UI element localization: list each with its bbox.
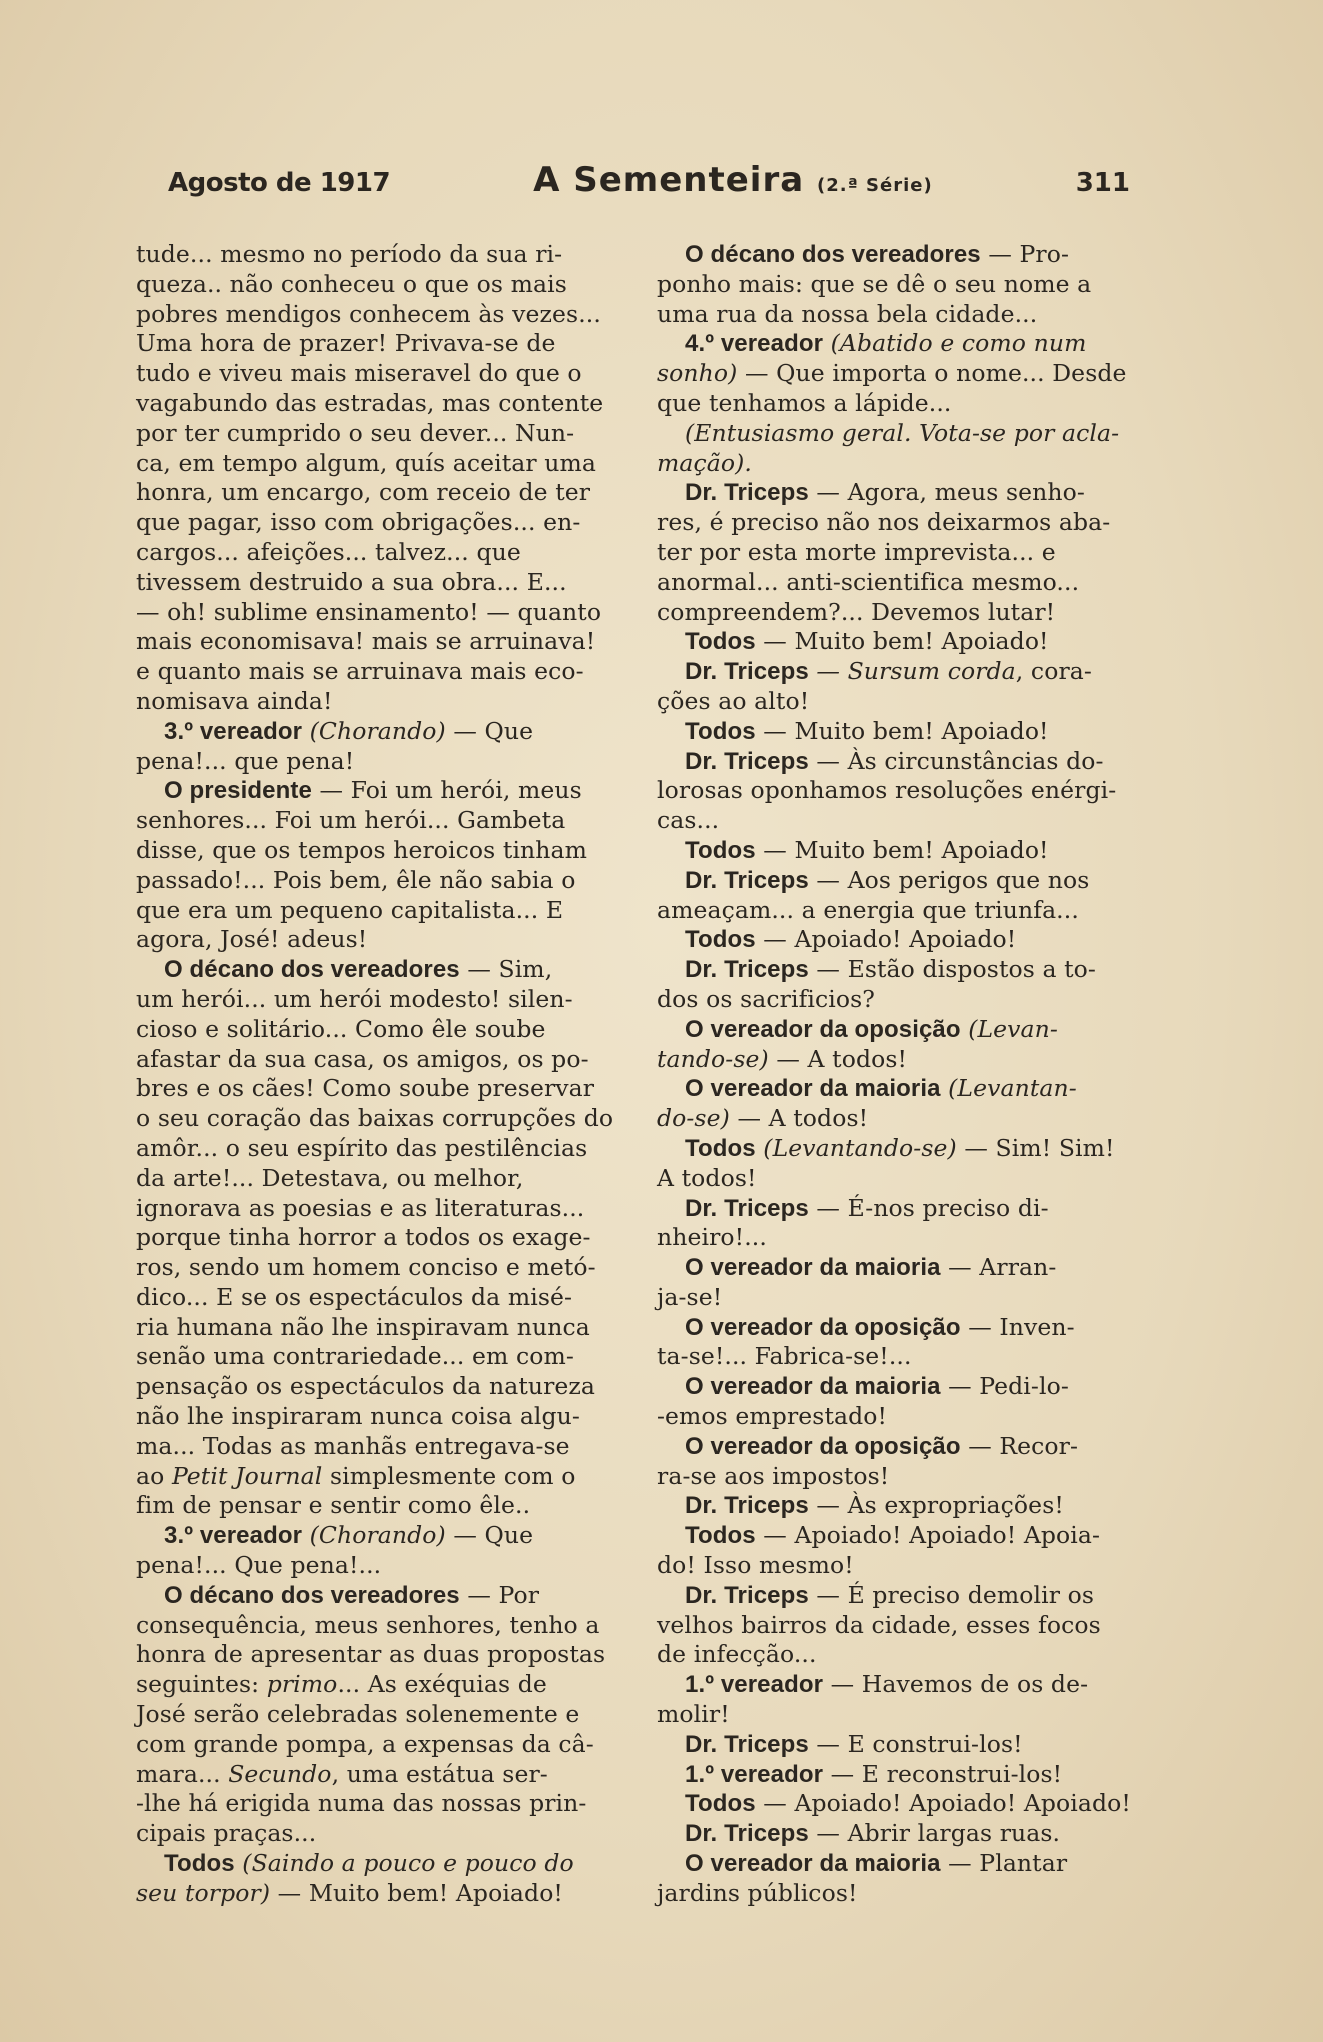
line-text: pensação os espectáculos da natureza: [136, 1372, 596, 1401]
line-text: pobres mendigos conhecem às vezes...: [136, 299, 601, 328]
line-text: — Pro-: [980, 240, 1070, 268]
text-line: [136, 925, 614, 955]
speaker-name: Todos: [685, 1134, 756, 1162]
speaker-name: Dr. Triceps: [685, 1820, 809, 1848]
speaker-name: O presidente: [164, 777, 312, 805]
line-text: — Às expropriações!: [808, 1491, 1064, 1520]
text-line: [657, 568, 1135, 598]
line-text: — Agora, meus senho-: [808, 478, 1085, 507]
speaker-name: 1.º vereador: [685, 1760, 824, 1788]
speaker-name: 3.º vereador: [164, 717, 303, 745]
line-text: dico... E se os espectáculos da misé-: [136, 1282, 573, 1311]
right-column: [657, 240, 1135, 1909]
line-text: senão uma contrariedade... em com-: [136, 1342, 574, 1371]
line-text: da arte!... Detestava, ou melhor,: [136, 1163, 524, 1192]
line-text: mara...: [136, 1759, 229, 1788]
line-text: honra, um encargo, com receio de ter: [136, 478, 591, 507]
text-line: [657, 449, 1135, 479]
text-line: [657, 1551, 1135, 1581]
text-line: [657, 1670, 1135, 1700]
text-line: [136, 687, 614, 717]
line-text: — É preciso demolir os: [808, 1580, 1095, 1609]
line-text: molir!: [657, 1700, 730, 1729]
text-line: [657, 300, 1135, 330]
text-line: [657, 1760, 1135, 1790]
text-line: [657, 925, 1135, 955]
line-text: disse, que os tempos heroicos tinham: [136, 835, 588, 864]
text-line: [136, 598, 614, 628]
line-text: — E construi-los!: [808, 1729, 1023, 1758]
line-text: cioso e solitário... Como êle soube: [136, 1014, 546, 1043]
stage-direction: (Levan-: [968, 1014, 1058, 1043]
line-text: afastar da sua casa, os amigos, os po-: [136, 1044, 589, 1073]
line-text: amôr... o seu espírito das pestilências: [136, 1133, 588, 1162]
line-text: — É-nos preciso di-: [808, 1193, 1049, 1222]
header-date: Agosto de 1917: [168, 168, 391, 198]
text-line: [136, 1283, 614, 1313]
line-text: ao: [136, 1461, 172, 1490]
text-line: [657, 1819, 1135, 1849]
text-line: [657, 1134, 1135, 1164]
space: [302, 1521, 310, 1549]
speaker-name: Dr. Triceps: [685, 658, 809, 686]
text-line: [136, 776, 614, 806]
text-line: [657, 359, 1135, 389]
text-line: [136, 1491, 614, 1521]
line-text: Uma hora de prazer! Privava-se de: [136, 329, 556, 358]
text-line: [136, 1551, 614, 1581]
text-line: [657, 1879, 1135, 1909]
line-text: -emos emprestado!: [657, 1402, 888, 1431]
text-line: [657, 1253, 1135, 1283]
text-line: [657, 1015, 1135, 1045]
line-text: — Abrir largas ruas.: [808, 1819, 1061, 1848]
speaker-name: Todos: [685, 836, 756, 864]
line-text: res, é preciso não nos deixarmos aba-: [657, 508, 1111, 537]
line-text: queza.. não conheceu o que os mais: [136, 269, 567, 298]
text-line: [657, 478, 1135, 508]
stage-direction: (Levantando-se): [763, 1133, 957, 1162]
line-text: ponho mais: que se dê o seu nome a: [657, 269, 1092, 298]
speaker-name: O vereador da maioria: [685, 1075, 941, 1103]
line-text: , cora-: [1015, 657, 1092, 686]
speaker-name: Dr. Triceps: [685, 479, 809, 507]
line-text: bres e os cães! Como soube preservar: [136, 1074, 595, 1103]
stage-direction: Petit Journal: [171, 1461, 323, 1490]
text-line: [657, 1789, 1135, 1819]
text-line: [136, 1789, 614, 1819]
line-text: — Estão dispostos a to-: [808, 955, 1096, 984]
line-text: do! Isso mesmo!: [657, 1551, 854, 1580]
speaker-name: O vereador da maioria: [685, 1254, 941, 1282]
line-text: cas...: [657, 806, 720, 835]
text-line: [136, 1819, 614, 1849]
text-line: [136, 1760, 614, 1790]
line-text: ter por esta morte imprevista... e: [657, 537, 1056, 566]
line-text: — Foi um herói, meus: [311, 776, 582, 805]
space: [302, 717, 310, 745]
line-text: ... As exéquias de: [337, 1670, 547, 1699]
header-title: [533, 160, 933, 200]
line-text: — Sim,: [459, 955, 553, 984]
line-text: com grande pompa, a expensas da câ-: [136, 1729, 594, 1758]
text-line: [657, 389, 1135, 419]
line-text: ros, sendo um homem conciso e metó-: [136, 1253, 596, 1282]
stage-direction: do-se): [657, 1104, 730, 1133]
journal-series: (2.ª Série): [817, 175, 933, 196]
text-line: [136, 985, 614, 1015]
line-text: tude... mesmo no período da sua ri-: [136, 240, 563, 268]
text-line: [136, 478, 614, 508]
text-line: [657, 717, 1135, 747]
text-line: [657, 1462, 1135, 1492]
line-text: — Recor-: [960, 1431, 1079, 1460]
line-text: , uma estátua ser-: [331, 1759, 548, 1788]
text-line: [136, 955, 614, 985]
text-line: [657, 1730, 1135, 1760]
text-line: [657, 627, 1135, 657]
speaker-name: Dr. Triceps: [685, 1730, 809, 1758]
line-text: — Muito bem! Apoiado!: [755, 716, 1049, 745]
line-text: ameaçam... a energia que triunfa...: [657, 895, 1079, 924]
speaker-name: Todos: [164, 1850, 235, 1878]
line-text: uma rua da nossa bela cidade...: [657, 299, 1038, 328]
space: [941, 1074, 949, 1102]
text-line: [657, 806, 1135, 836]
line-text: — Muito bem! Apoiado!: [755, 835, 1049, 864]
stage-direction: Secundo: [228, 1759, 332, 1788]
line-text: -lhe há erigida numa das nossas prin-: [136, 1789, 587, 1818]
stage-direction: tando-se): [657, 1044, 769, 1073]
line-text: ma... Todas as manhãs entregava-se: [136, 1431, 570, 1460]
text-line: [136, 1134, 614, 1164]
text-line: [657, 1581, 1135, 1611]
line-text: — Apoiado! Apoiado! Apoiado!: [755, 1789, 1131, 1818]
stage-direction: sonho): [657, 359, 738, 388]
text-line: [136, 1432, 614, 1462]
text-line: [657, 270, 1135, 300]
text-line: [136, 1581, 614, 1611]
line-text: que era um pequeno capitalista... E: [136, 895, 564, 924]
line-text: — Arran-: [940, 1253, 1057, 1282]
line-text: nomisava ainda!: [136, 686, 333, 715]
line-text: ignorava as poesias e as literaturas...: [136, 1193, 585, 1222]
speaker-name: 1.º vereador: [685, 1671, 824, 1699]
stage-direction: — Sursum corda: [808, 657, 1016, 686]
line-text: velhos bairros da cidade, esses focos: [657, 1610, 1101, 1639]
line-text: pena!... Que pena!...: [136, 1551, 382, 1580]
line-text: lorosas oponhamos resoluções enérgi-: [657, 776, 1117, 805]
text-line: [657, 866, 1135, 896]
text-line: [657, 955, 1135, 985]
line-text: — Que importa o nome... Desde: [737, 359, 1127, 388]
text-line: [657, 329, 1135, 359]
text-line: [136, 627, 614, 657]
text-line: [136, 1223, 614, 1253]
stage-direction: (Chorando): [309, 1521, 446, 1550]
text-line: [657, 1700, 1135, 1730]
text-line: [657, 1342, 1135, 1372]
line-text: dos os sacrificios?: [657, 984, 875, 1013]
line-text: ra-se aos impostos!: [657, 1461, 890, 1490]
line-text: honra de apresentar as duas propostas: [136, 1640, 606, 1669]
text-line: [136, 1670, 614, 1700]
line-text: que pagar, isso com obrigações... en-: [136, 508, 581, 537]
speaker-name: O vereador da oposição: [685, 1313, 961, 1341]
line-text: simplesmente com o: [322, 1461, 576, 1490]
stage-direction: (Abatido e como num: [830, 329, 1087, 358]
text-line: [657, 1223, 1135, 1253]
text-line: [657, 747, 1135, 777]
line-text: — Que: [445, 716, 534, 745]
text-line: [136, 1313, 614, 1343]
stage-direction: primo: [266, 1670, 338, 1699]
line-text: — Muito bem! Apoiado!: [270, 1878, 563, 1907]
text-line: [657, 776, 1135, 806]
text-line: [136, 1164, 614, 1194]
text-line: [136, 1194, 614, 1224]
text-line: [136, 1462, 614, 1492]
line-text: nheiro!...: [657, 1223, 767, 1252]
line-text: mais economisava! mais se arruinava!: [136, 627, 596, 656]
text-line: [136, 1342, 614, 1372]
text-line: [136, 419, 614, 449]
speaker-name: Dr. Triceps: [685, 1581, 809, 1609]
line-text: o seu coração das baixas corrupções do: [136, 1104, 614, 1133]
line-text: pena!... que pena!: [136, 746, 355, 775]
line-text: não lhe inspiraram nunca coisa algu-: [136, 1402, 580, 1431]
text-line: [657, 1283, 1135, 1313]
line-text: — A todos!: [768, 1044, 908, 1073]
line-text: — Apoiado! Apoiado! Apoia-: [755, 1521, 1101, 1550]
speaker-name: Dr. Triceps: [685, 1492, 809, 1520]
line-text: que tenhamos a lápide...: [657, 388, 952, 417]
text-line: [657, 1640, 1135, 1670]
text-line: [657, 1074, 1135, 1104]
speaker-name: O vereador da oposição: [685, 1015, 961, 1043]
line-text: tudo e viveu mais miseravel do que o: [136, 359, 582, 388]
text-line: [657, 1104, 1135, 1134]
text-line: [136, 449, 614, 479]
line-text: — Por: [459, 1580, 540, 1609]
text-line: [136, 1879, 614, 1909]
line-text: — A todos!: [729, 1104, 869, 1133]
text-line: [657, 1521, 1135, 1551]
speaker-name: O vereador da oposição: [685, 1432, 961, 1460]
line-text: vagabundo das estradas, mas contente: [136, 388, 604, 417]
line-text: — Pedi-lo-: [940, 1372, 1069, 1401]
line-text: ja-se!: [657, 1282, 723, 1311]
text-line: [657, 1849, 1135, 1879]
line-text: por ter cumprido o seu dever... Nun-: [136, 418, 575, 447]
speaker-name: 4.º vereador: [685, 330, 824, 358]
text-line: [657, 1164, 1135, 1194]
line-text: José serão celebradas solenemente e: [136, 1700, 580, 1729]
line-text: seguintes:: [136, 1670, 267, 1699]
stage-direction: (Levantan-: [948, 1074, 1077, 1103]
text-line: [657, 1402, 1135, 1432]
line-text: — Apoiado! Apoiado!: [755, 925, 1017, 954]
line-text: anormal... anti-scientifica mesmo...: [657, 567, 1080, 596]
line-text: ria humana não lhe inspiravam nunca: [136, 1312, 590, 1341]
speaker-name: Dr. Triceps: [685, 956, 809, 984]
text-line: [136, 240, 614, 270]
line-text: passado!... Pois bem, êle não sabia o: [136, 865, 576, 894]
text-line: [136, 1045, 614, 1075]
speaker-name: Dr. Triceps: [685, 866, 809, 894]
line-text: — Que: [445, 1521, 534, 1550]
text-line: [657, 1194, 1135, 1224]
line-text: tivessem destruido a sua obra... E...: [136, 567, 567, 596]
line-text: — Sim! Sim!: [956, 1133, 1115, 1162]
line-text: compreendem?... Devemos lutar!: [657, 597, 1056, 626]
text-line: [657, 419, 1135, 449]
text-line: [657, 1045, 1135, 1075]
page-number: 311: [1075, 168, 1130, 198]
stage-direction: mação).: [657, 448, 752, 477]
line-text: — Muito bem! Apoiado!: [755, 627, 1049, 656]
text-line: [136, 1253, 614, 1283]
text-line: [136, 568, 614, 598]
text-line: [657, 896, 1135, 926]
text-line: [136, 389, 614, 419]
text-line: [657, 598, 1135, 628]
line-text: A todos!: [657, 1163, 757, 1192]
line-text: fim de pensar e sentir como êle..: [136, 1491, 531, 1520]
text-line: [657, 538, 1135, 568]
line-text: jardins públicos!: [657, 1878, 858, 1907]
text-line: [657, 1491, 1135, 1521]
journal-title: A Sementeira: [533, 160, 805, 200]
line-text: e quanto mais se arruinava mais eco-: [136, 657, 584, 686]
text-line: [136, 717, 614, 747]
text-line: [657, 985, 1135, 1015]
text-line: [136, 1521, 614, 1551]
line-text: — Inven-: [960, 1312, 1075, 1341]
text-line: [136, 508, 614, 538]
text-line: [136, 657, 614, 687]
line-text: — Às circunstâncias do-: [808, 746, 1104, 775]
speaker-name: O décano dos vereadores: [685, 241, 981, 268]
line-text: — E reconstrui-los!: [823, 1759, 1063, 1788]
line-text: consequência, meus senhores, tenho a: [136, 1610, 600, 1639]
stage-direction: (Chorando): [309, 716, 446, 745]
text-line: [136, 1372, 614, 1402]
line-text: — Havemos de os de-: [823, 1670, 1089, 1699]
text-line: [136, 1402, 614, 1432]
text-line: [657, 508, 1135, 538]
text-line: [657, 687, 1135, 717]
space: [823, 329, 831, 357]
text-line: [657, 1432, 1135, 1462]
speaker-name: Todos: [685, 1790, 756, 1818]
text-line: [136, 1730, 614, 1760]
text-line: [136, 1640, 614, 1670]
speaker-name: O vereador da maioria: [685, 1373, 941, 1401]
speaker-name: Todos: [685, 628, 756, 656]
text-line: [136, 1074, 614, 1104]
text-line: [136, 1611, 614, 1641]
left-column: [136, 240, 614, 1909]
text-line: [136, 1104, 614, 1134]
line-text: — Aos perigos que nos: [808, 865, 1090, 894]
stage-direction: (Entusiasmo geral. Vota-se por acla-: [685, 418, 1120, 447]
stage-direction: (Saindo a pouco e pouco do: [242, 1849, 574, 1878]
text-line: [657, 836, 1135, 866]
text-line: [136, 866, 614, 896]
text-line: [136, 1700, 614, 1730]
text-line: [136, 747, 614, 777]
stage-direction: seu torpor): [136, 1878, 271, 1907]
text-line: [136, 1015, 614, 1045]
speaker-name: O décano dos vereadores: [164, 1581, 460, 1609]
line-text: um herói... um herói modesto! silen-: [136, 984, 573, 1013]
text-line: [136, 806, 614, 836]
text-line: [136, 836, 614, 866]
line-text: cipais praças...: [136, 1819, 317, 1848]
speaker-name: Dr. Triceps: [685, 1194, 809, 1222]
line-text: ca, em tempo algum, quís aceitar uma: [136, 448, 597, 477]
line-text: — oh! sublime ensinamento! — quanto: [136, 597, 602, 626]
speaker-name: Dr. Triceps: [685, 747, 809, 775]
text-line: [136, 329, 614, 359]
text-line: [657, 1611, 1135, 1641]
line-text: agora, José! adeus!: [136, 925, 368, 954]
text-line: [136, 1849, 614, 1879]
text-line: [136, 300, 614, 330]
line-text: cargos... afeições... talvez... que: [136, 537, 521, 566]
line-text: — Plantar: [940, 1849, 1068, 1878]
text-line: [657, 1313, 1135, 1343]
text-line: [657, 240, 1135, 270]
text-line: [657, 657, 1135, 687]
speaker-name: Todos: [685, 926, 756, 954]
speaker-name: Todos: [685, 1522, 756, 1550]
text-line: [136, 896, 614, 926]
running-header: [168, 160, 1130, 202]
line-text: porque tinha horror a todos os exage-: [136, 1223, 591, 1252]
text-line: [657, 1372, 1135, 1402]
text-line: [136, 538, 614, 568]
line-text: senhores... Foi um herói... Gambeta: [136, 806, 566, 835]
text-line: [136, 270, 614, 300]
speaker-name: Todos: [685, 717, 756, 745]
line-text: ta-se!... Fabrica-se!...: [657, 1342, 912, 1371]
speaker-name: O décano dos vereadores: [164, 956, 460, 984]
line-text: ções ao alto!: [657, 686, 810, 715]
speaker-name: O vereador da maioria: [685, 1850, 941, 1878]
text-line: [136, 359, 614, 389]
line-text: de infecção...: [657, 1640, 817, 1669]
speaker-name: 3.º vereador: [164, 1522, 303, 1550]
